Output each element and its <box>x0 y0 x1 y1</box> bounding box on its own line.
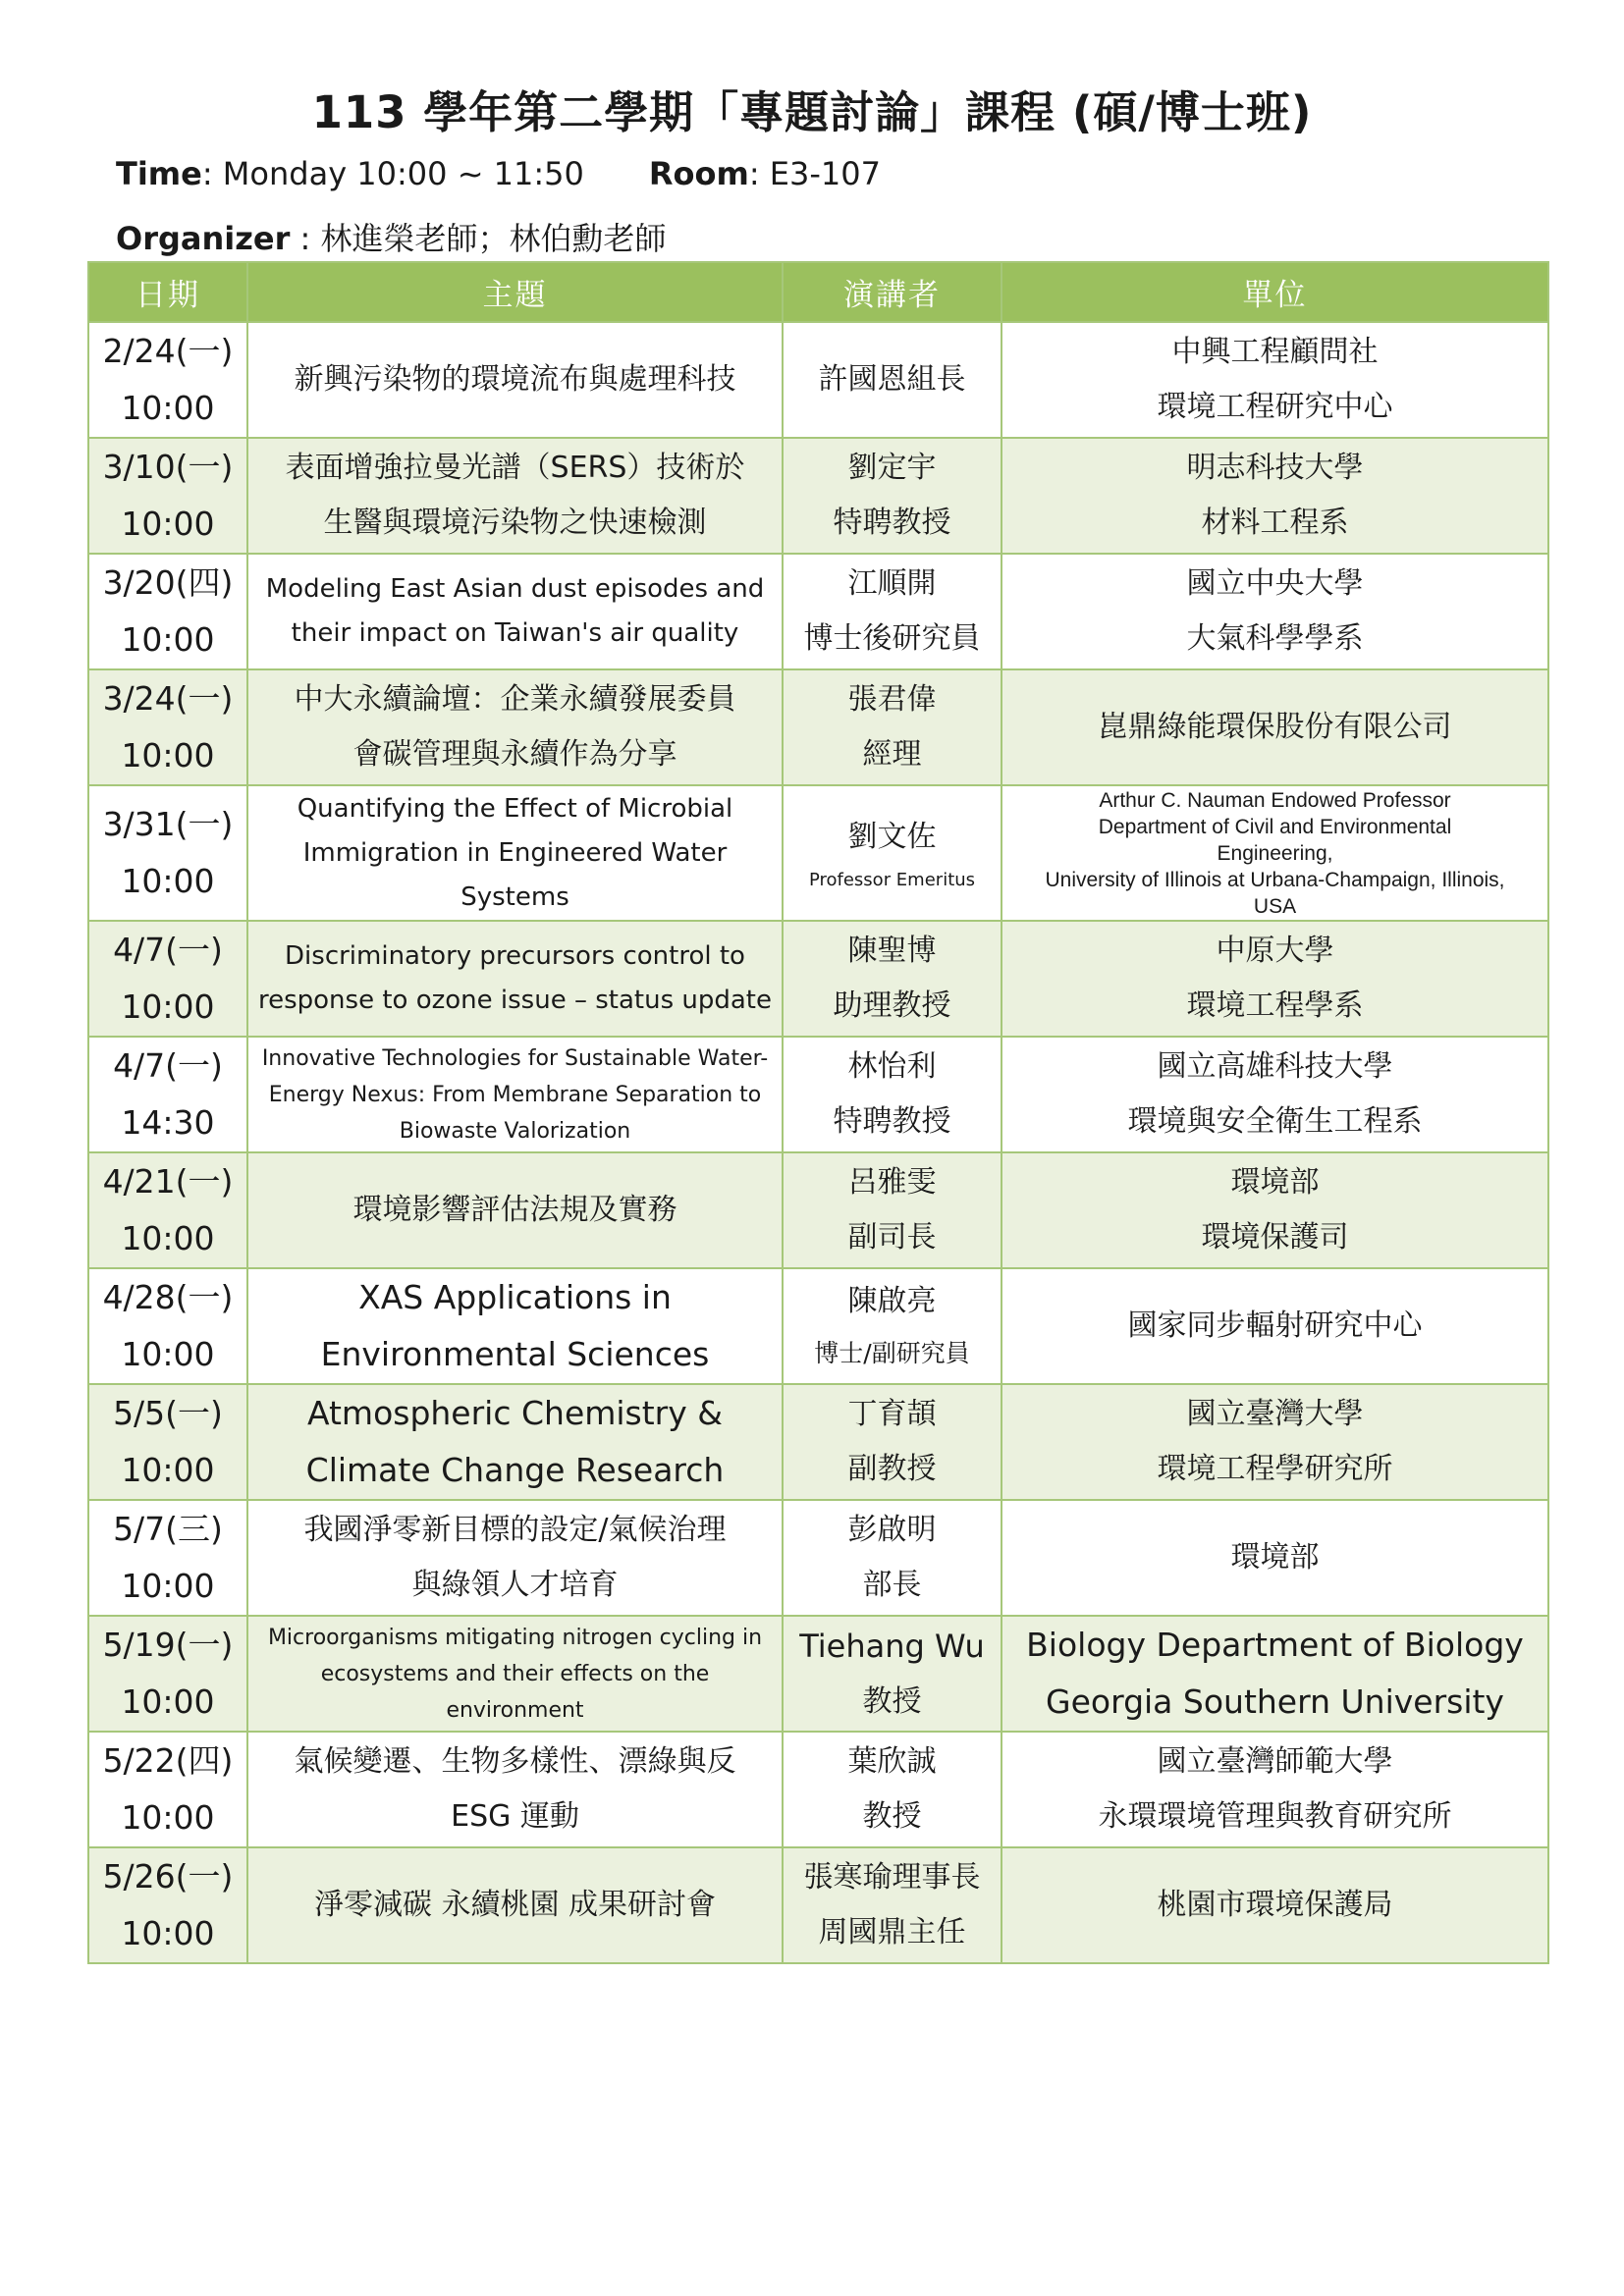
affiliation-line: 環境保護司 <box>1201 1220 1349 1255</box>
topic-cell <box>247 1616 783 1732</box>
row-time: 10:00 <box>121 1682 215 1721</box>
affiliation-line: Department of Civil and Environmental <box>1098 815 1452 838</box>
date-cell <box>88 1500 247 1616</box>
topic-line: 淨零減碳 永續桃園 成果研討會 <box>313 1888 717 1922</box>
speaker-line: 博士/副研究員 <box>814 1339 970 1367</box>
topic-line: Modeling East Asian dust episodes and <box>265 574 765 604</box>
affiliation-line: 環境部 <box>1230 1165 1320 1200</box>
speaker-line: 江順開 <box>847 566 937 601</box>
speaker-line: 教授 <box>862 1799 922 1834</box>
speaker-cell <box>783 1847 1001 1963</box>
topic-cell <box>247 1384 783 1500</box>
speaker-cell <box>783 1384 1001 1500</box>
affiliation-cell <box>1001 1037 1548 1152</box>
row-date: 4/7(一) <box>113 1046 223 1085</box>
affiliation-line: 大氣科學學系 <box>1186 621 1364 656</box>
affiliation-line: University of Illinois at Urbana-Champaign, Illinois, <box>1045 868 1505 891</box>
topic-cell <box>247 438 783 554</box>
topic-cell <box>247 669 783 785</box>
date-cell <box>88 1847 247 1963</box>
date-cell <box>88 669 247 785</box>
topic-line: 環境影響評估法規及實務 <box>352 1193 677 1227</box>
affiliation-cell <box>1001 438 1548 554</box>
organizer-value: : 林進榮老師；林伯勳老師 <box>290 220 667 257</box>
speaker-line: 張君偉 <box>847 682 937 717</box>
topic-line: 我國淨零新目標的設定/氣候治理 <box>303 1513 727 1547</box>
topic-line: 與綠領人才培育 <box>411 1568 619 1602</box>
time-label: Time <box>116 155 202 192</box>
table-row <box>88 1384 1548 1500</box>
topic-line: 生醫與環境污染物之快速檢測 <box>323 506 707 540</box>
speaker-cell <box>783 1268 1001 1384</box>
speaker-line: 丁育頡 <box>847 1397 937 1431</box>
topic-line: Quantifying the Effect of Microbial <box>297 793 733 824</box>
speaker-line: 教授 <box>862 1684 922 1719</box>
time-room-line <box>116 155 881 192</box>
affiliation-line: 國立臺灣大學 <box>1186 1397 1364 1431</box>
speaker-line: 彭啟明 <box>847 1513 937 1547</box>
row-time: 10:00 <box>121 1798 215 1837</box>
speaker-line: 許國恩組長 <box>818 362 966 397</box>
row-time: 14:30 <box>121 1103 215 1142</box>
affiliation-cell <box>1001 322 1548 438</box>
speaker-cell <box>783 438 1001 554</box>
affiliation-line: Georgia Southern University <box>1046 1682 1504 1721</box>
topic-line: Biowaste Valorization <box>399 1118 631 1144</box>
topic-cell <box>247 921 783 1037</box>
speaker-line: 副司長 <box>847 1220 937 1255</box>
header-affiliation: 單位 <box>1001 262 1548 322</box>
topic-line: 氣候變遷、生物多樣性、漂綠與反 <box>294 1744 736 1779</box>
table-row <box>88 669 1548 785</box>
affiliation-line: 明志科技大學 <box>1186 451 1364 485</box>
topic-line: Immigration in Engineered Water Systems <box>302 837 728 912</box>
topic-line: Discriminatory precursors control to <box>285 941 745 971</box>
topic-cell <box>247 785 783 921</box>
affiliation-cell <box>1001 669 1548 785</box>
row-time: 10:00 <box>121 505 215 543</box>
date-cell <box>88 438 247 554</box>
affiliation-line: USA <box>1253 894 1297 918</box>
speaker-line: 助理教授 <box>833 988 951 1023</box>
affiliation-cell <box>1001 921 1548 1037</box>
row-time: 10:00 <box>121 1335 215 1373</box>
row-time: 10:00 <box>121 1567 215 1605</box>
speaker-line: 部長 <box>862 1568 922 1602</box>
speaker-line: 劉定宇 <box>847 451 937 485</box>
table-row <box>88 1037 1548 1152</box>
speaker-cell <box>783 1500 1001 1616</box>
affiliation-line: 環境工程學系 <box>1186 988 1364 1023</box>
row-date: 5/26(一) <box>102 1857 234 1896</box>
organizer-label: Organizer <box>116 220 291 257</box>
speaker-cell <box>783 1037 1001 1152</box>
speaker-line: Tiehang Wu <box>799 1628 985 1665</box>
topic-line: Microorganisms mitigating nitrogen cycling in <box>267 1625 763 1650</box>
topic-line: Innovative Technologies for Sustainable Water- <box>261 1045 769 1071</box>
date-cell <box>88 1384 247 1500</box>
row-date: 3/20(四) <box>102 563 234 602</box>
speaker-cell <box>783 1616 1001 1732</box>
row-time: 10:00 <box>121 862 215 900</box>
row-date: 5/19(一) <box>102 1626 234 1664</box>
affiliation-line: 環境部 <box>1230 1540 1320 1575</box>
affiliation-line: Arthur C. Nauman Endowed Professor <box>1099 788 1451 812</box>
speaker-cell <box>783 785 1001 921</box>
speaker-cell <box>783 1732 1001 1847</box>
affiliation-cell <box>1001 1500 1548 1616</box>
topic-line: Environmental Sciences <box>320 1335 710 1373</box>
topic-cell <box>247 1732 783 1847</box>
affiliation-line: 中原大學 <box>1216 934 1334 968</box>
topic-line: 會碳管理與永續作為分享 <box>352 737 677 772</box>
affiliation-line: 環境與安全衛生工程系 <box>1127 1104 1423 1139</box>
speaker-line: 張寒瑜理事長 <box>803 1860 981 1895</box>
speaker-line: 葉欣誠 <box>847 1744 937 1779</box>
speaker-line: 呂雅雯 <box>847 1165 937 1200</box>
date-cell <box>88 1037 247 1152</box>
speaker-line: 博士後研究員 <box>803 621 981 656</box>
speaker-line: 陳聖博 <box>847 934 937 968</box>
affiliation-cell <box>1001 1152 1548 1268</box>
affiliation-line: 桃園市環境保護局 <box>1157 1888 1393 1922</box>
row-time: 10:00 <box>121 620 215 659</box>
affiliation-line: 國家同步輻射研究中心 <box>1127 1308 1423 1343</box>
row-time: 10:00 <box>121 389 215 427</box>
row-time: 10:00 <box>121 1914 215 1952</box>
table-row <box>88 1500 1548 1616</box>
topic-line: response to ozone issue – status update <box>257 986 772 1015</box>
row-time: 10:00 <box>121 736 215 774</box>
table-row <box>88 322 1548 438</box>
time-value: : Monday 10:00 ~ 11:50 <box>201 155 584 192</box>
table-row <box>88 438 1548 554</box>
date-cell <box>88 554 247 669</box>
topic-line: 新興污染物的環境流布與處理科技 <box>294 362 736 397</box>
table-row <box>88 554 1548 669</box>
topic-line: Atmospheric Chemistry & <box>306 1394 724 1432</box>
topic-line: 中大永續論壇：企業永續發展委員 <box>294 682 736 717</box>
speaker-line: 陳啟亮 <box>847 1284 937 1318</box>
affiliation-line: 國立高雄科技大學 <box>1157 1049 1393 1084</box>
affiliation-line: Biology Department of Biology <box>1026 1626 1524 1664</box>
topic-line: ESG 運動 <box>451 1799 579 1834</box>
speaker-line: 經理 <box>862 737 922 772</box>
speaker-line: 劉文佐 <box>847 820 937 854</box>
speaker-line: 特聘教授 <box>833 1104 951 1139</box>
affiliation-line: 環境工程研究中心 <box>1157 390 1393 424</box>
table-row <box>88 921 1548 1037</box>
topic-line: Climate Change Research <box>305 1451 725 1489</box>
affiliation-line: Engineering, <box>1217 841 1333 865</box>
row-date: 5/5(一) <box>113 1394 223 1432</box>
speaker-cell <box>783 322 1001 438</box>
speaker-cell <box>783 669 1001 785</box>
header-date: 日期 <box>88 262 247 322</box>
schedule-table <box>87 261 1549 1964</box>
page-title: 113 學年第二學期「專題討論」課程 (碩/博士班) <box>311 86 1313 138</box>
topic-cell <box>247 322 783 438</box>
topic-line: XAS Applications in <box>358 1278 672 1316</box>
topic-cell <box>247 1268 783 1384</box>
row-date: 3/24(一) <box>102 679 234 718</box>
topic-cell <box>247 1037 783 1152</box>
affiliation-line: 國立中央大學 <box>1186 566 1364 601</box>
speaker-line: 林怡利 <box>847 1049 937 1084</box>
affiliation-line: 永環環境管理與教育研究所 <box>1098 1799 1452 1834</box>
date-cell <box>88 1152 247 1268</box>
room-label: Room <box>648 155 749 192</box>
topic-line: ecosystems and their effects on the environment <box>320 1661 710 1723</box>
speaker-line: 副教授 <box>847 1452 937 1486</box>
date-cell <box>88 785 247 921</box>
row-date: 4/21(一) <box>102 1162 234 1201</box>
row-date: 5/22(四) <box>102 1741 234 1780</box>
affiliation-cell <box>1001 1384 1548 1500</box>
date-cell <box>88 322 247 438</box>
date-cell <box>88 1732 247 1847</box>
speaker-cell <box>783 554 1001 669</box>
affiliation-line: 中興工程顧問社 <box>1171 335 1379 369</box>
affiliation-line: 國立臺灣師範大學 <box>1157 1744 1393 1779</box>
row-date: 4/28(一) <box>102 1278 234 1316</box>
affiliation-cell <box>1001 1616 1548 1732</box>
topic-cell <box>247 1847 783 1963</box>
table-row <box>88 1152 1548 1268</box>
row-date: 5/7(三) <box>113 1510 223 1548</box>
topic-cell <box>247 1500 783 1616</box>
speaker-line: Professor Emeritus <box>808 870 976 890</box>
table-row <box>88 1268 1548 1384</box>
topic-cell <box>247 1152 783 1268</box>
date-cell <box>88 921 247 1037</box>
row-time: 10:00 <box>121 1451 215 1489</box>
header-topic: 主題 <box>247 262 783 322</box>
affiliation-cell <box>1001 554 1548 669</box>
table-row <box>88 1847 1548 1963</box>
affiliation-line: 環境工程學研究所 <box>1157 1452 1393 1486</box>
row-time: 10:00 <box>121 988 215 1026</box>
date-cell <box>88 1268 247 1384</box>
room-value: : E3-107 <box>748 155 881 192</box>
topic-line: their impact on Taiwan's air quality <box>291 618 739 648</box>
date-cell <box>88 1616 247 1732</box>
row-date: 3/31(一) <box>102 805 234 843</box>
table-header-row <box>88 262 1548 322</box>
speaker-cell <box>783 1152 1001 1268</box>
row-time: 10:00 <box>121 1219 215 1257</box>
organizer-line <box>116 214 666 259</box>
table-row <box>88 1616 1548 1732</box>
affiliation-cell <box>1001 1847 1548 1963</box>
row-date: 3/10(一) <box>102 448 234 486</box>
header-speaker: 演講者 <box>783 262 1001 322</box>
topic-cell <box>247 554 783 669</box>
affiliation-line: 材料工程系 <box>1201 506 1349 540</box>
speaker-cell <box>783 921 1001 1037</box>
table-row <box>88 785 1548 921</box>
topic-line: Energy Nexus: From Membrane Separation to <box>268 1082 762 1107</box>
speaker-line: 周國鼎主任 <box>818 1915 966 1949</box>
table-row <box>88 1732 1548 1847</box>
row-date: 4/7(一) <box>113 931 223 969</box>
topic-line: 表面增強拉曼光譜（SERS）技術於 <box>285 451 745 485</box>
affiliation-line: 崑鼎綠能環保股份有限公司 <box>1098 710 1452 744</box>
speaker-line: 特聘教授 <box>833 506 951 540</box>
affiliation-cell <box>1001 1732 1548 1847</box>
row-date: 2/24(一) <box>102 332 234 370</box>
affiliation-cell <box>1001 1268 1548 1384</box>
affiliation-cell <box>1001 785 1548 921</box>
